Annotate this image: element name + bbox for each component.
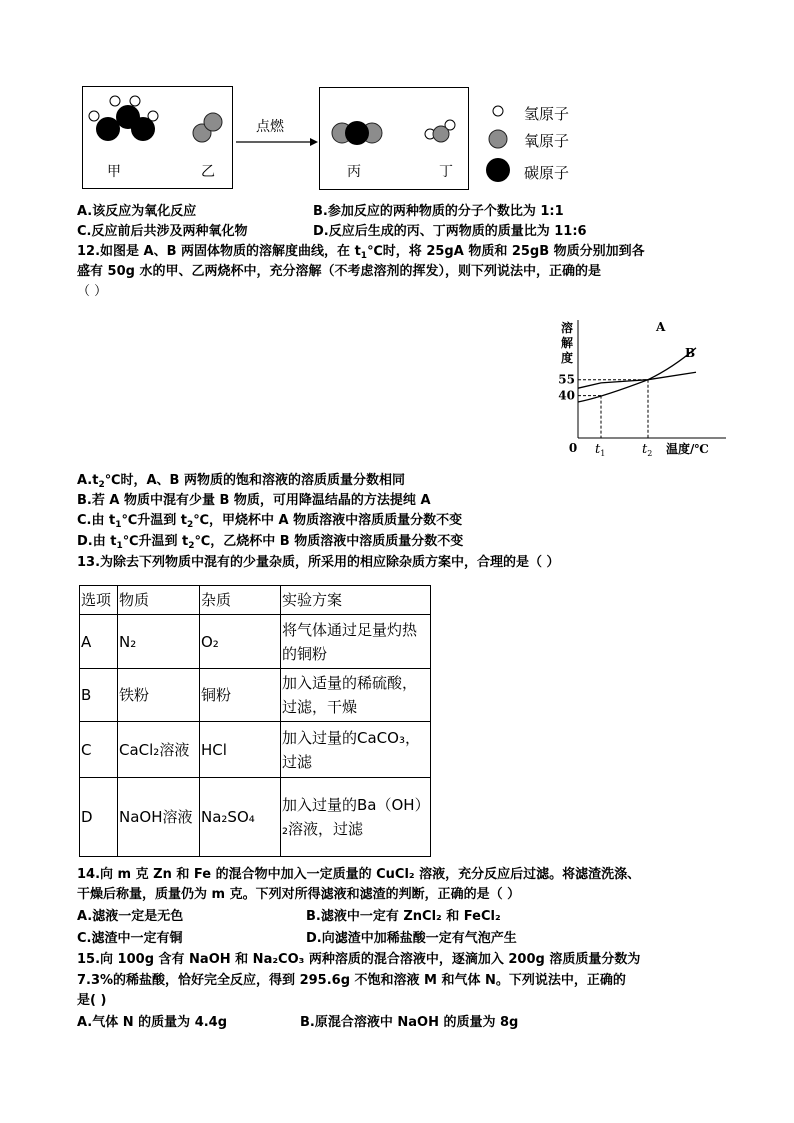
curve-b-label: B <box>685 346 696 360</box>
row-d-method: 加入过量的Ba（OH）₂溶液，过滤 <box>281 778 431 857</box>
q15-option-b: B.原混合溶液中 NaOH 的质量为 8g <box>300 1015 519 1030</box>
table-row <box>80 722 431 778</box>
q15-stem-line1: 15.向 100g 含有 NaOH 和 Na₂CO₃ 两种溶质的混合溶液中，逐滴加入 200g 溶质质量分数为 <box>77 952 641 967</box>
row-c-option: C <box>80 722 118 778</box>
row-a-method: 将气体通过足量灼热的铜粉 <box>281 615 431 669</box>
legend-carbon-icon <box>485 157 511 183</box>
row-b-method: 加入适量的稀硫酸，过滤，干燥 <box>281 669 431 722</box>
q14-option-a: A.滤液一定是无色 <box>77 909 184 924</box>
curve-a-label: A <box>656 320 666 334</box>
q14-option-d: D.向滤渣中加稀盐酸一定有气泡产生 <box>306 931 517 946</box>
table-row <box>80 615 431 669</box>
row-d-option: D <box>80 778 118 857</box>
q14-stem-line1: 14.向 m 克 Zn 和 Fe 的混合物中加入一定质量的 CuCl₂ 溶液，充分反应后过滤。将滤渣洗涤、 <box>77 867 641 882</box>
product1-label: 丙 <box>347 164 361 180</box>
q15-option-a: A.气体 N 的质量为 4.4g <box>77 1015 228 1030</box>
q12-option-a: $A.t_2℃$时，A、B 两物质的饱和溶液的溶质质量分数相同 <box>77 473 405 490</box>
row-d-substance: NaOH溶液 <box>118 778 200 857</box>
y-axis-label: 溶解度 <box>560 321 574 365</box>
q11-option-b: B.参加反应的两种物质的分子个数比为 1:1 <box>313 204 564 219</box>
legend-carbon-label: 碳原子 <box>524 164 570 182</box>
table-row <box>80 669 431 722</box>
q12-stem-line2: 盛有 50g 水的甲、乙两烧杯中，充分溶解（不考虑溶剂的挥发），则下列说法中，正确的是 <box>77 264 601 279</box>
row-a-substance: N₂ <box>118 615 200 669</box>
origin-label: 0 <box>568 441 578 455</box>
x-tick-t2: $t_2$ <box>642 442 653 458</box>
product-box <box>319 87 469 190</box>
reactant2-label: 乙 <box>201 164 215 180</box>
header-method: 实验方案 <box>281 586 431 615</box>
header-impurity: 杂质 <box>200 586 281 615</box>
row-c-method: 加入过量的CaCO₃，过滤 <box>281 722 431 778</box>
row-c-impurity: HCl <box>200 722 281 778</box>
q14-option-b: B.滤液中一定有 ZnCl₂ 和 FeCl₂ <box>306 909 501 924</box>
y-tick-55: 55 <box>558 372 575 387</box>
row-a-option: A <box>80 615 118 669</box>
y-tick-40: 40 <box>558 388 575 403</box>
legend-hydrogen-label: 氢原子 <box>524 105 570 123</box>
curve-b <box>578 372 696 388</box>
q14-option-c: C.滤渣中一定有铜 <box>77 931 183 946</box>
reactant-box <box>82 86 233 189</box>
q11-option-a: A.该反应为氧化反应 <box>77 204 197 219</box>
table-row <box>80 778 431 857</box>
q12-stem-line1: 12.如图是 A、B 两固体物质的溶解度曲线，在 $t_1℃$时，将 25gA 物质和 25gB 物质分别加到各 <box>77 244 645 261</box>
row-d-impurity: Na₂SO₄ <box>200 778 281 857</box>
x-tick-t1: $t_1$ <box>595 442 606 458</box>
reaction-arrow-icon <box>236 136 318 148</box>
legend-oxygen-label: 氧原子 <box>524 132 570 150</box>
q15-stem-line2: 7.3%的稀盐酸，恰好完全反应，得到 295.6g 不饱和溶液 M 和气体 N。下列说法中，正确的 <box>77 973 626 988</box>
q13-table <box>79 585 431 857</box>
table-header-row <box>80 586 431 615</box>
product2-label: 丁 <box>439 164 453 180</box>
arrow-label: 点燃 <box>256 119 284 135</box>
solubility-chart <box>556 314 731 459</box>
q11-option-c: C.反应前后共涉及两种氧化物 <box>77 224 248 239</box>
reactant1-label: 甲 <box>107 164 121 180</box>
row-a-impurity: O₂ <box>200 615 281 669</box>
legend-hydrogen-icon <box>491 104 505 118</box>
q12-option-c: C.由 $t_1℃$升温到 $t_2℃$，甲烧杯中 A 物质溶液中溶质质量分数不变 <box>77 513 463 530</box>
header-substance: 物质 <box>118 586 200 615</box>
q12-option-d: D.由 $t_1℃$升温到 $t_2℃$，乙烧杯中 B 物质溶液中溶质质量分数不变 <box>77 534 464 551</box>
q14-stem-line2: 干燥后称量，质量仍为 m 克。下列对所得滤液和滤渣的判断，正确的是（ ） <box>77 887 521 902</box>
legend-oxygen-icon <box>487 128 509 150</box>
q13-stem: 13.为除去下列物质中混有的少量杂质，所采用的相应除杂质方案中，合理的是（ ） <box>77 555 560 570</box>
q15-stem-line3: 是( ) <box>77 993 107 1008</box>
x-axis-label: 温度/℃ <box>666 442 709 456</box>
header-option: 选项 <box>80 586 118 615</box>
q12-option-b: B.若 A 物质中混有少量 B 物质，可用降温结晶的方法提纯 A <box>77 493 431 508</box>
row-c-substance: CaCl₂溶液 <box>118 722 200 778</box>
row-b-substance: 铁粉 <box>118 669 200 722</box>
row-b-option: B <box>80 669 118 722</box>
q11-option-d: D.反应后生成的丙、丁两物质的质量比为 11:6 <box>313 224 587 239</box>
q12-stem-line3: （ ） <box>77 284 108 299</box>
row-b-impurity: 铜粉 <box>200 669 281 722</box>
